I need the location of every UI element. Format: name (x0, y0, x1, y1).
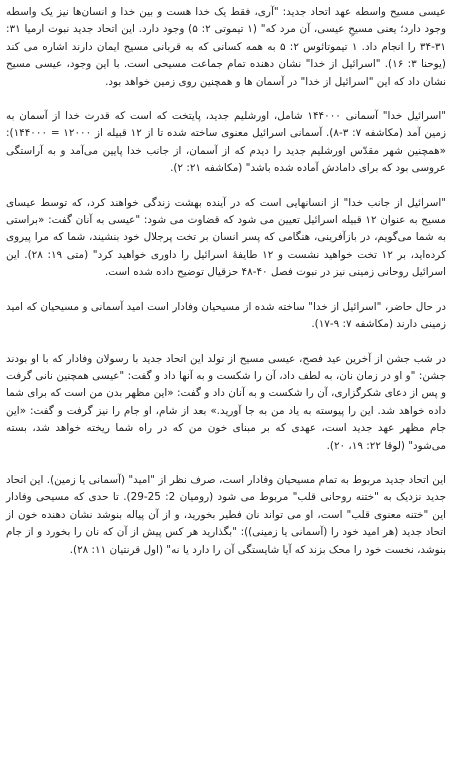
paragraph-circumcision-of-heart: این اتحاد جدید مربوط به تمام مسیحیان وفادار است، صرف نظر از "امید" (آسمانی یا زمین). این اتحاد جدید نزدیک به "ختنه روحانی قلب" مربوط می شود (رومیان 2: 25-29). تا حدی که مسیحی وفادار این "ختنه معنوی قلب" است، او می تواند نان فطیر بخورید، و از آن پیاله بنوشد نشان دهنده خون از اتحاد جدید (هر امید خود را (آسمانی یا زمینی)): "بگذارید هر کس پیش از آن که نان را بخورد و از جام بنوشد، نخست خود را محک بزند که آیا شایستگی آن را دارد یا نه" (اول قرنتیان ۱۱: ۲۸). (6, 473, 447, 556)
paragraph-gap (6, 334, 446, 351)
paragraph-heavenly-israel: "اسرائیل خدا" آسمانی ۱۴۴۰۰۰ شامل، اورشلیم جدید، پایتخت که است که قدرت خدا از آسمان به زمین آمد (مکاشفه ۷: ۳-۸). آسمانی اسرائیل معنوی ساخته شده تا از ۱۲ قبیله از ۱۲۰۰۰ = ۱۴۴۰۰۰): «همچنین شهر مقدّس اورشلیم جدید را دیدم که از آسمان، از جانب خدا پایین می‌آمد و به آراستگی عروسی بود که برای دامادش آماده شده باشد" (مکاشفه ۲۱: ۲). (6, 110, 447, 175)
paragraph-gap (6, 178, 446, 195)
paragraph-present-israel: در حال حاضر، "اسرائیل از خدا" ساخته شده از مسیحیان وفادار است امید آسمانی و مسیحیان که امید زمینی دارند (مکاشفه ۷: ۹-۱۷). (6, 300, 446, 331)
paragraph-new-covenant-mediator: عیسی مسیح واسطه عهد اتحاد جدید: "آری، فقط یک خدا هست و بین خدا و انسان‌ها نیز یک واسطه وجود دارد؛ یعنی مسیحِ عیسی، آن مرد که" (۱ تیموتی ۲: ۵) وجود دارد. این اتحاد جدید نبوت ارمیا ۳۱: ۳۱-۳۴ را انجام داد. ۱ تیموتائوس ۲: ۵ به همه کسانی که به قربانی مسیح ایمان دارند اشاره می کند (یوحنا ۳: ۱۶). "اسرائیل از خدا" نشان دهنده تمام جماعت مسیحی است. با این وجود، عیسی مسیح نشان داد که این "اسرائیل از خدا" در آسمان ها و همچنین روی زمین خواهد بود. (6, 6, 446, 88)
paragraph-gap (6, 282, 446, 299)
paragraph-gap (6, 91, 446, 108)
paragraph-last-passover: در شب جشن از آخرین عید فصح، عیسی مسیح از تولد این اتحاد جدید با رسولان وفادار که با او بودند جشن: "و او در زمان نان، به لطف داد، آن را شکست و به آنها داد و گفت: "عیسی همچنین نانی گرفت و پس از دعای شکرگزاری، آن را شکست و به آنان داد و گفت: «این مظهر بدن من است که برای شما داده خواهد شد. این را پیوسته به یاد من به جا آورید.» بعد از شام، او جام را نیز گرفت و گفت: «این جام مظهر عهد جدید است، عهدی که بر مبنای خون من که در راه شما ریخته خواهد شد، بسته می‌شود" (لوقا ۲۲: ۱۹، ۲۰). (6, 352, 446, 452)
paragraph-earthly-israel: "اسرائیل از جانب خدا" از انسانهایی است که در آینده بهشت زندگی خواهند کرد، که توسط عیسای مسیح به عنوان ۱۲ قبیله اسرائیل تعیین می شود که قضاوت می شود: "عیسی به آنان گفت: «براستی به شما می‌گویم، در بازآفرینی، هنگامی که پسر انسان بر تخت پرجلال خود بنشیند، شما که مرا پیروی کرده‌اید، بر ۱۲ تخت خواهید نشست و ۱۲ طایفهٔ اسرائیل را داوری خواهید کرد" (متی ۱۹: ۲۸). این اسرائیل روحانی زمینی نیز در نبوت فصل ۴۰-۴۸ حزقیال توضیح داده شده است. (6, 196, 446, 279)
paragraph-gap (6, 455, 446, 472)
